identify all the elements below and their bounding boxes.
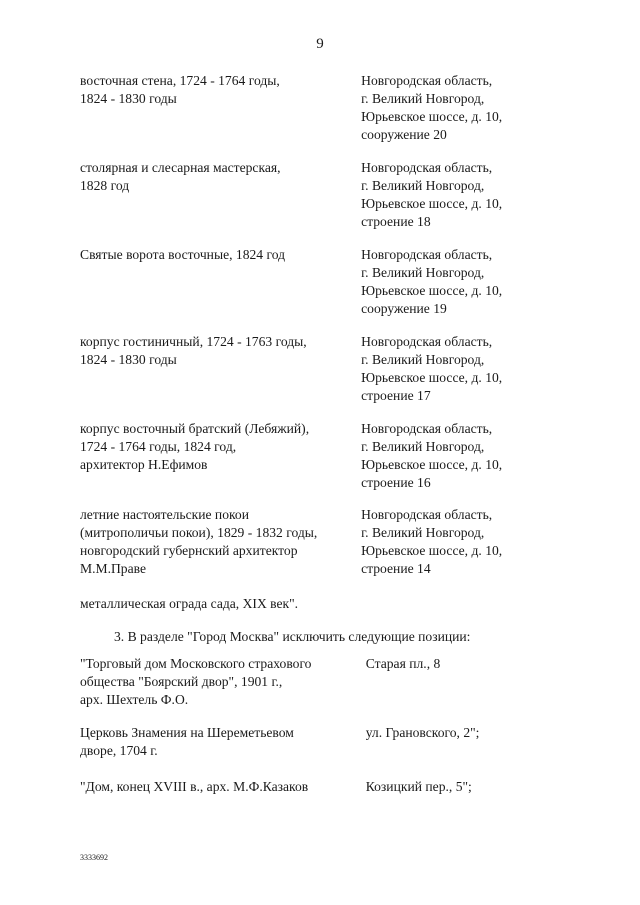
entry-address-line: строение 14 — [361, 561, 431, 576]
entry-address-line: строение 17 — [361, 388, 431, 403]
entry-address-line: г. Великий Новгород, — [361, 525, 485, 540]
entry-address — [361, 506, 530, 578]
entry-name — [80, 506, 361, 578]
entry-address — [361, 246, 530, 318]
entry-address-line: строение 16 — [361, 475, 431, 490]
entry-address-line: Юрьевское шоссе, д. 10, — [361, 457, 503, 472]
entry-row — [80, 159, 530, 231]
entry-name — [80, 246, 361, 318]
entry-name — [80, 333, 361, 405]
entry-address-line: Новгородская область, — [361, 247, 493, 262]
entry-name-line: новгородский губернский архитектор — [80, 543, 298, 558]
entry-name-line: Церковь Знамения на Шереметьевом — [80, 725, 294, 740]
entry-name-line: столярная и слесарная мастерская, — [80, 160, 281, 175]
entry-address — [361, 159, 530, 231]
entry-address — [361, 72, 530, 144]
entry-address — [361, 333, 530, 405]
entry-name-line: арх. Шехтель Ф.О. — [80, 692, 189, 707]
section-heading: 3. В разделе "Город Москва" исключить следующие позиции: — [114, 629, 471, 644]
entry-row — [80, 72, 530, 144]
entry-name-line: корпус восточный братский (Лебяжий), — [80, 421, 310, 436]
entry-address-line: ул. Грановского, 2"; — [365, 725, 480, 740]
entry-address-line: Юрьевское шоссе, д. 10, — [361, 543, 503, 558]
entry-name-line: дворе, 1704 г. — [80, 743, 158, 758]
entry-address-line: Новгородская область, — [361, 160, 493, 175]
entry-address-line: г. Великий Новгород, — [361, 352, 485, 367]
entry-address-line: Юрьевское шоссе, д. 10, — [361, 109, 503, 124]
entry-address-line: г. Великий Новгород, — [361, 439, 485, 454]
entry-name — [80, 778, 366, 796]
entry-name-line: (митрополичьи покои), 1829 - 1832 годы, — [80, 525, 318, 540]
entry-name-line: М.М.Праве — [80, 561, 146, 576]
entry-name — [80, 159, 361, 231]
entry-address-line: строение 18 — [361, 214, 431, 229]
entry-address-line: Козицкий пер., 5"; — [365, 779, 472, 794]
entry-name-line: "Торговый дом Московского страхового — [80, 656, 312, 671]
entry-address-line: г. Великий Новгород, — [361, 178, 485, 193]
entry-name — [80, 724, 366, 760]
entry-address-line: Юрьевское шоссе, д. 10, — [361, 283, 503, 298]
entry-name-line: летние настоятельские покои — [80, 507, 249, 522]
entry-address-line: г. Великий Новгород, — [361, 265, 485, 280]
entry-address-line: Новгородская область, — [361, 421, 493, 436]
entry-row — [80, 778, 530, 796]
entry-row — [80, 724, 530, 760]
page-number: 9 — [316, 36, 324, 52]
entry-row — [80, 246, 530, 318]
entry-row — [80, 333, 530, 405]
entry-name — [80, 420, 361, 492]
entry-address-line: сооружение 20 — [361, 127, 447, 142]
entry-name-line: 1724 - 1764 годы, 1824 год, — [80, 439, 237, 454]
entry-row — [80, 420, 530, 492]
footer-code: 3333692 — [80, 853, 108, 862]
entry-row — [80, 506, 530, 578]
entry-address-line: Старая пл., 8 — [365, 656, 441, 671]
entry-address — [366, 778, 530, 796]
entry-name-line: общества "Боярский двор", 1901 г., — [80, 674, 283, 689]
entry-name-line: Святые ворота восточные, 1824 год — [80, 247, 286, 262]
entry-row — [80, 655, 530, 709]
entry-address-line: г. Великий Новгород, — [361, 91, 485, 106]
entry-address — [361, 420, 530, 492]
entry-address-line: Юрьевское шоссе, д. 10, — [361, 370, 503, 385]
entry-name-line: 1824 - 1830 годы — [80, 352, 177, 367]
entry-address-line: Новгородская область, — [361, 73, 493, 88]
entry-name-line: 1824 - 1830 годы — [80, 91, 177, 106]
entry-name-line: восточная стена, 1724 - 1764 годы, — [80, 73, 280, 88]
entry-address-line: сооружение 19 — [361, 301, 447, 316]
entry-address-line: Новгородская область, — [361, 507, 493, 522]
entry-name — [80, 72, 361, 144]
entry-name-line: архитектор Н.Ефимов — [80, 457, 208, 472]
closing-line: металлическая ограда сада, XIX век". — [80, 596, 299, 611]
entry-address-line: Новгородская область, — [361, 334, 493, 349]
entry-name-line: "Дом, конец XVIII в., арх. М.Ф.Казаков — [80, 779, 309, 794]
entry-address-line: Юрьевское шоссе, д. 10, — [361, 196, 503, 211]
entry-address — [366, 655, 530, 709]
entry-name-line: 1828 год — [80, 178, 130, 193]
entry-name — [80, 655, 366, 709]
entry-address — [366, 724, 530, 760]
entry-name-line: корпус гостиничный, 1724 - 1763 годы, — [80, 334, 307, 349]
